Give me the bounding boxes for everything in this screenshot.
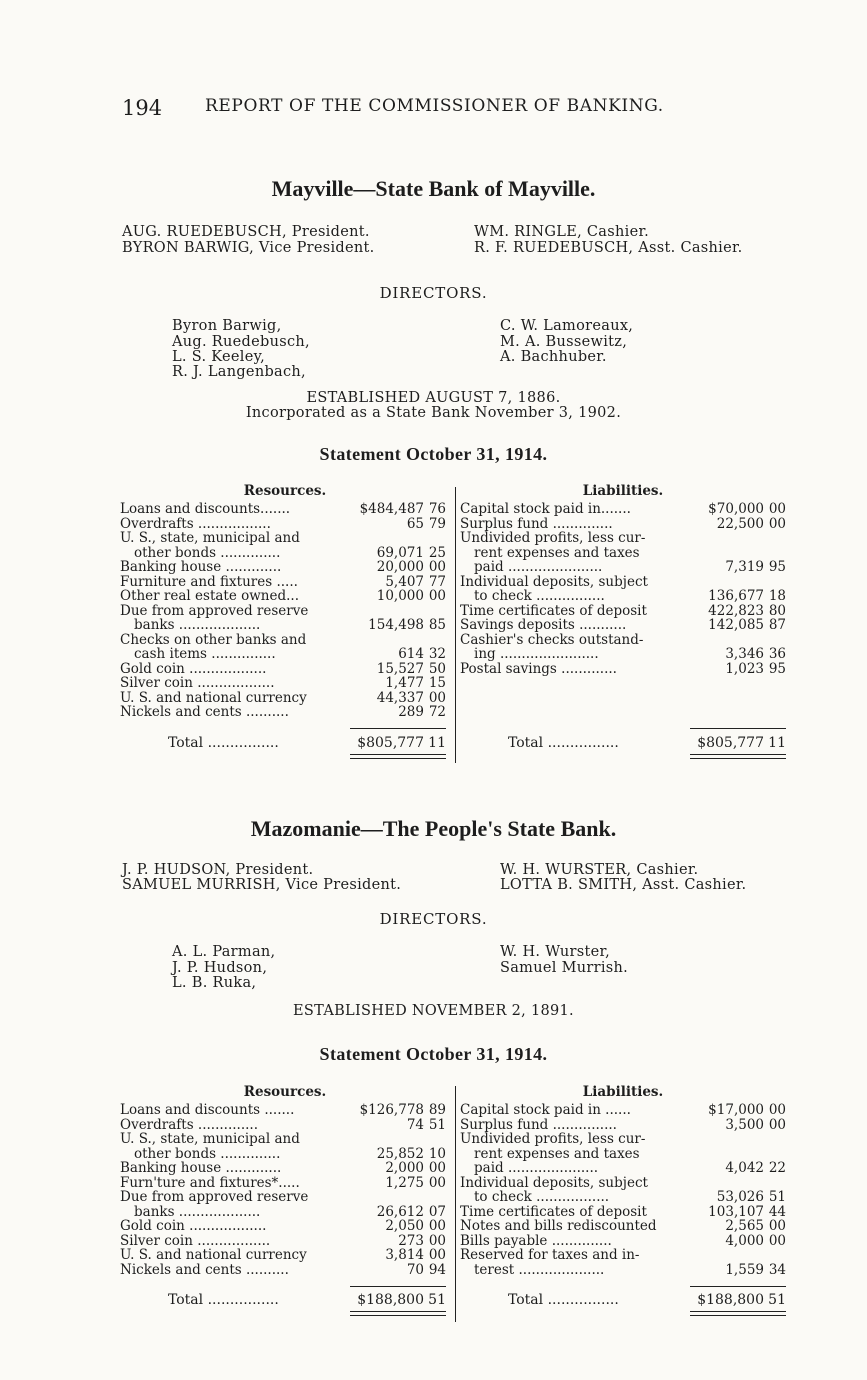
row-dollars: 3,346 xyxy=(725,646,764,662)
table-row xyxy=(120,560,446,575)
liabilities-table xyxy=(460,502,786,676)
page-number: 194 xyxy=(122,96,163,120)
row-cents xyxy=(764,531,786,546)
row-dollars xyxy=(694,1147,764,1162)
total-cents: 11 xyxy=(768,735,786,751)
row-dollars: 103,107 xyxy=(708,1203,764,1220)
row-label: Surplus fund ............... xyxy=(460,1117,617,1132)
row-cents xyxy=(424,1132,446,1147)
table-row xyxy=(120,1147,446,1162)
row-label: Cashier's checks outstand- xyxy=(460,632,644,647)
total-label: Total xyxy=(508,735,544,751)
director: W. H. Wurster, xyxy=(500,944,611,960)
row-dollars xyxy=(354,1190,424,1205)
row-cents: 77 xyxy=(428,573,446,590)
row-cents: 79 xyxy=(428,515,446,532)
resources-heading: Resources. xyxy=(243,1084,327,1100)
row-cents: 00 xyxy=(768,1232,786,1249)
row-label: Loans and discounts ....... xyxy=(120,1103,295,1118)
table-row xyxy=(460,1190,786,1205)
row-label: Banking house ............. xyxy=(120,1161,282,1176)
row-label: rent expenses and taxes xyxy=(474,545,640,560)
row-cents xyxy=(424,1190,446,1205)
double-rule xyxy=(350,1311,446,1312)
row-dollars: 74 xyxy=(406,1116,424,1133)
table-row xyxy=(460,589,786,604)
row-cents xyxy=(424,531,446,546)
row-label: Nickels and cents .......... xyxy=(120,705,289,720)
row-dollars: 1,275 xyxy=(385,1174,424,1191)
table-row xyxy=(460,1176,786,1191)
row-label: Notes and bills rediscounted xyxy=(460,1219,657,1234)
resources-total-row xyxy=(120,1292,446,1308)
row-cents: 00 xyxy=(428,1174,446,1191)
row-cents: 15 xyxy=(428,675,446,691)
row-cents: 50 xyxy=(428,660,446,677)
directors-heading: DIRECTORS. xyxy=(379,284,488,302)
row-cents: 51 xyxy=(768,1189,786,1205)
liabilities-table xyxy=(460,1103,786,1277)
table-row xyxy=(460,604,786,619)
row-dollars: 4,000 xyxy=(725,1232,764,1249)
row-dollars: 2,000 xyxy=(385,1160,424,1176)
row-dollars xyxy=(694,546,764,561)
row-label: terest .................... xyxy=(474,1262,605,1277)
row-label: Time certificates of deposit xyxy=(460,1204,647,1219)
row-cents xyxy=(764,575,786,590)
row-label: ing ....................... xyxy=(474,647,599,662)
table-row xyxy=(120,1132,446,1147)
statement-heading: Statement October 31, 1914. xyxy=(319,1044,548,1064)
row-dollars: 53,026 xyxy=(716,1189,764,1205)
row-dollars: 65 xyxy=(406,515,424,532)
row-cents xyxy=(764,1132,786,1147)
table-row xyxy=(460,517,786,532)
table-row xyxy=(120,1118,446,1133)
row-cents: 00 xyxy=(768,1102,786,1118)
table-row xyxy=(460,546,786,561)
row-label: Undivided profits, less cur- xyxy=(460,1132,646,1147)
row-label: paid ..................... xyxy=(474,1161,599,1176)
table-row xyxy=(120,575,446,590)
liabilities-total-row xyxy=(460,735,786,751)
row-label: other bonds .............. xyxy=(134,545,281,560)
row-cents: 32 xyxy=(428,646,446,662)
row-dollars: 5,407 xyxy=(385,573,424,590)
table-row xyxy=(120,502,446,517)
total-label: Total xyxy=(168,1292,204,1308)
table-row xyxy=(460,1205,786,1220)
table-row xyxy=(120,589,446,604)
row-dollars: 4,042 xyxy=(725,1160,764,1176)
table-row xyxy=(120,531,446,546)
row-dollars: $17,000 xyxy=(708,1102,764,1118)
row-dollars: 20,000 xyxy=(376,559,424,575)
row-label: Capital stock paid in ...... xyxy=(460,1103,631,1118)
table-row xyxy=(460,1263,786,1278)
row-cents: 95 xyxy=(768,559,786,575)
row-label: to check ................. xyxy=(474,1190,610,1205)
total-dots: ................ xyxy=(547,735,619,751)
total-cents: 51 xyxy=(428,1292,446,1308)
row-dollars: 15,527 xyxy=(376,660,424,677)
row-label: Bills payable .............. xyxy=(460,1233,612,1248)
table-row xyxy=(460,1118,786,1133)
row-cents: 10 xyxy=(428,1145,446,1162)
total-dollars: $805,777 xyxy=(697,735,764,751)
row-cents: 51 xyxy=(428,1116,446,1133)
row-dollars xyxy=(354,604,424,619)
row-dollars: 1,559 xyxy=(725,1261,764,1278)
total-dots: ................ xyxy=(207,735,279,751)
row-label: U. S., state, municipal and xyxy=(120,531,300,546)
row-dollars: 136,677 xyxy=(708,588,764,604)
row-cents: 25 xyxy=(428,544,446,561)
director: Samuel Murrish. xyxy=(500,960,629,976)
row-label: Silver coin .................. xyxy=(120,676,275,691)
row-label: U. S. and national currency xyxy=(120,1248,307,1263)
table-row xyxy=(460,1161,786,1176)
table-row xyxy=(460,662,786,677)
row-cents: 76 xyxy=(428,501,446,517)
row-cents: 00 xyxy=(768,1116,786,1133)
row-dollars: 273 xyxy=(398,1232,424,1249)
resources-table xyxy=(120,1103,446,1277)
row-label: Individual deposits, subject xyxy=(460,574,648,589)
row-label: Overdrafts .............. xyxy=(120,1117,258,1132)
row-label: cash items ............... xyxy=(134,647,276,662)
row-label: Loans and discounts....... xyxy=(120,502,291,517)
table-row xyxy=(460,1234,786,1249)
director: Byron Barwig, xyxy=(172,318,282,334)
row-dollars: 422,823 xyxy=(708,602,764,619)
total-dollars: $188,800 xyxy=(357,1292,424,1308)
row-label: to check ................ xyxy=(474,589,605,604)
sum-rule xyxy=(350,728,446,729)
double-rule xyxy=(690,1311,786,1312)
row-dollars: 3,814 xyxy=(385,1247,424,1263)
row-dollars xyxy=(694,633,764,648)
officer: WM. RINGLE, Cashier. xyxy=(474,224,650,240)
column-divider xyxy=(455,1086,456,1322)
row-label: Due from approved reserve xyxy=(120,603,309,618)
table-row xyxy=(120,647,446,662)
table-row xyxy=(120,691,446,706)
row-dollars xyxy=(354,1132,424,1147)
row-dollars: 25,852 xyxy=(376,1145,424,1162)
row-cents: 34 xyxy=(768,1261,786,1278)
officer: J. P. HUDSON, President. xyxy=(122,862,314,878)
director: Aug. Ruedebusch, xyxy=(172,334,310,350)
total-dots: ................ xyxy=(547,1292,619,1308)
director: A. Bachhuber. xyxy=(500,349,607,365)
table-row xyxy=(120,604,446,619)
row-label: banks ................... xyxy=(134,618,261,633)
table-row xyxy=(460,502,786,517)
officer: AUG. RUEDEBUSCH, President. xyxy=(122,224,370,240)
row-dollars: 10,000 xyxy=(376,588,424,604)
established-line: ESTABLISHED NOVEMBER 2, 1891. xyxy=(293,1003,574,1019)
row-dollars: 2,050 xyxy=(385,1218,424,1234)
row-label: Time certificates of deposit xyxy=(460,603,647,618)
row-cents: 18 xyxy=(768,588,786,604)
director: A. L. Parman, xyxy=(172,944,276,960)
directors-heading: DIRECTORS. xyxy=(379,910,488,928)
row-cents xyxy=(764,1176,786,1191)
table-row xyxy=(120,676,446,691)
row-dollars: 1,477 xyxy=(385,675,424,691)
table-row xyxy=(460,1147,786,1162)
row-label: Due from approved reserve xyxy=(120,1190,309,1205)
row-cents: 00 xyxy=(428,1160,446,1176)
row-label: Furniture and fixtures ..... xyxy=(120,574,298,589)
row-label: Gold coin .................. xyxy=(120,1219,267,1234)
row-cents xyxy=(764,546,786,561)
table-row xyxy=(460,618,786,633)
total-dollars: $805,777 xyxy=(357,735,424,751)
row-dollars xyxy=(694,531,764,546)
table-row xyxy=(460,1248,786,1263)
statement-heading: Statement October 31, 1914. xyxy=(319,444,548,464)
row-cents: 85 xyxy=(428,617,446,633)
row-cents: 94 xyxy=(428,1261,446,1278)
row-cents xyxy=(424,633,446,648)
sum-rule xyxy=(350,1286,446,1287)
row-cents: 00 xyxy=(428,559,446,575)
table-row xyxy=(120,1205,446,1220)
double-rule xyxy=(690,758,786,759)
row-cents: 22 xyxy=(768,1160,786,1176)
row-dollars: 2,565 xyxy=(725,1218,764,1234)
row-cents: 00 xyxy=(428,588,446,604)
sum-rule xyxy=(690,1286,786,1287)
incorporated-line: Incorporated as a State Bank November 3, 1902. xyxy=(245,405,622,421)
liabilities-total-row xyxy=(460,1292,786,1308)
officer: LOTTA B. SMITH, Asst. Cashier. xyxy=(500,877,747,893)
row-label: Checks on other banks and xyxy=(120,632,307,647)
table-row xyxy=(120,1161,446,1176)
row-label: other bonds .............. xyxy=(134,1146,281,1161)
row-dollars: 154,498 xyxy=(368,617,424,633)
row-cents: 07 xyxy=(428,1203,446,1220)
row-dollars: 614 xyxy=(398,646,424,662)
row-label: Surplus fund .............. xyxy=(460,516,613,531)
row-cents: 00 xyxy=(768,515,786,532)
row-label: paid ...................... xyxy=(474,560,603,575)
director: J. P. Hudson, xyxy=(172,960,268,976)
row-cents xyxy=(764,1147,786,1162)
row-label: Postal savings ............. xyxy=(460,661,617,676)
column-divider xyxy=(455,487,456,763)
bank-title: Mazomanie—The People's State Bank. xyxy=(250,816,617,841)
row-dollars xyxy=(354,531,424,546)
sum-rule xyxy=(690,728,786,729)
row-label: Savings deposits ........... xyxy=(460,618,627,633)
row-cents: 00 xyxy=(428,689,446,706)
resources-total-row xyxy=(120,735,446,751)
row-dollars xyxy=(694,1132,764,1147)
row-cents: 00 xyxy=(428,1247,446,1263)
officer: BYRON BARWIG, Vice President. xyxy=(122,240,375,256)
table-row xyxy=(460,647,786,662)
table-row xyxy=(460,633,786,648)
established-line: ESTABLISHED AUGUST 7, 1886. xyxy=(306,390,561,406)
double-rule xyxy=(350,1315,446,1316)
row-cents: 44 xyxy=(768,1203,786,1220)
row-label: Individual deposits, subject xyxy=(460,1175,648,1190)
table-row xyxy=(120,1176,446,1191)
resources-heading: Resources. xyxy=(243,483,327,499)
row-label: Reserved for taxes and in- xyxy=(460,1248,640,1263)
row-cents: 00 xyxy=(428,1232,446,1249)
table-row xyxy=(120,517,446,532)
row-label: Furn'ture and fixtures*..... xyxy=(120,1175,300,1190)
table-row xyxy=(120,1219,446,1234)
row-label: Silver coin ................. xyxy=(120,1233,271,1248)
director: L. S. Keeley, xyxy=(172,349,266,365)
table-row xyxy=(460,560,786,575)
double-rule xyxy=(690,754,786,755)
row-dollars: 26,612 xyxy=(376,1203,424,1220)
director: R. J. Langenbach, xyxy=(172,364,306,380)
table-row xyxy=(120,546,446,561)
row-cents xyxy=(764,633,786,648)
row-cents: 00 xyxy=(768,1218,786,1234)
row-label: Overdrafts ................. xyxy=(120,516,271,531)
double-rule xyxy=(350,758,446,759)
row-dollars: 3,500 xyxy=(725,1116,764,1133)
row-dollars: 1,023 xyxy=(725,660,764,677)
row-cents: 89 xyxy=(428,1102,446,1118)
row-dollars: 142,085 xyxy=(708,617,764,633)
table-row xyxy=(460,1219,786,1234)
row-dollars: 7,319 xyxy=(725,559,764,575)
table-row xyxy=(460,1103,786,1118)
table-row xyxy=(120,1248,446,1263)
row-dollars: $126,778 xyxy=(359,1102,424,1118)
row-label: Gold coin .................. xyxy=(120,661,267,676)
row-cents xyxy=(764,1248,786,1263)
row-dollars xyxy=(694,1176,764,1191)
row-dollars: $70,000 xyxy=(708,501,764,517)
table-row xyxy=(460,575,786,590)
table-row xyxy=(120,618,446,633)
total-label: Total xyxy=(508,1292,544,1308)
row-dollars: 22,500 xyxy=(716,515,764,532)
total-dots: ................ xyxy=(207,1292,279,1308)
director: L. B. Ruka, xyxy=(172,975,257,991)
table-row xyxy=(120,662,446,677)
row-label: U. S., state, municipal and xyxy=(120,1132,300,1147)
running-header: REPORT OF THE COMMISSIONER OF BANKING. xyxy=(205,96,664,116)
row-dollars: 44,337 xyxy=(376,689,424,706)
bank-title: Mayville—State Bank of Mayville. xyxy=(271,176,596,201)
row-cents: 72 xyxy=(428,704,446,720)
row-cents: 95 xyxy=(768,660,786,677)
total-cents: 11 xyxy=(428,735,446,751)
officer: SAMUEL MURRISH, Vice President. xyxy=(122,877,402,893)
row-dollars: 289 xyxy=(398,704,424,720)
total-dollars: $188,800 xyxy=(697,1292,764,1308)
officer: W. H. WURSTER, Cashier. xyxy=(500,862,699,878)
row-dollars xyxy=(354,633,424,648)
table-row xyxy=(120,633,446,648)
total-cents: 51 xyxy=(768,1292,786,1308)
director: M. A. Bussewitz, xyxy=(500,334,628,350)
row-dollars: $484,487 xyxy=(359,501,424,517)
row-label: Other real estate owned... xyxy=(120,589,300,604)
total-label: Total xyxy=(168,735,204,751)
row-cents xyxy=(424,604,446,619)
row-cents: 87 xyxy=(768,617,786,633)
row-label: U. S. and national currency xyxy=(120,690,307,705)
table-row xyxy=(120,1103,446,1118)
row-dollars xyxy=(694,1248,764,1263)
row-label: Undivided profits, less cur- xyxy=(460,531,646,546)
liabilities-heading: Liabilities. xyxy=(582,483,664,499)
table-row xyxy=(460,531,786,546)
resources-table xyxy=(120,502,446,720)
table-row xyxy=(120,1234,446,1249)
row-label: rent expenses and taxes xyxy=(474,1146,640,1161)
row-label: Banking house ............. xyxy=(120,560,282,575)
liabilities-heading: Liabilities. xyxy=(582,1084,664,1100)
officer: R. F. RUEDEBUSCH, Asst. Cashier. xyxy=(474,240,743,256)
director: C. W. Lamoreaux, xyxy=(500,318,634,334)
row-dollars xyxy=(694,575,764,590)
double-rule xyxy=(690,1315,786,1316)
row-cents: 00 xyxy=(428,1218,446,1234)
table-row xyxy=(460,1132,786,1147)
row-cents: 36 xyxy=(768,646,786,662)
row-dollars: 69,071 xyxy=(376,544,424,561)
double-rule xyxy=(350,754,446,755)
row-label: Nickels and cents .......... xyxy=(120,1262,289,1277)
row-label: Capital stock paid in....... xyxy=(460,502,631,517)
row-cents: 80 xyxy=(768,602,786,619)
table-row xyxy=(120,1263,446,1278)
row-label: banks ................... xyxy=(134,1204,261,1219)
row-dollars: 70 xyxy=(406,1261,424,1278)
table-row xyxy=(120,1190,446,1205)
table-row xyxy=(120,705,446,720)
row-cents: 00 xyxy=(768,501,786,517)
